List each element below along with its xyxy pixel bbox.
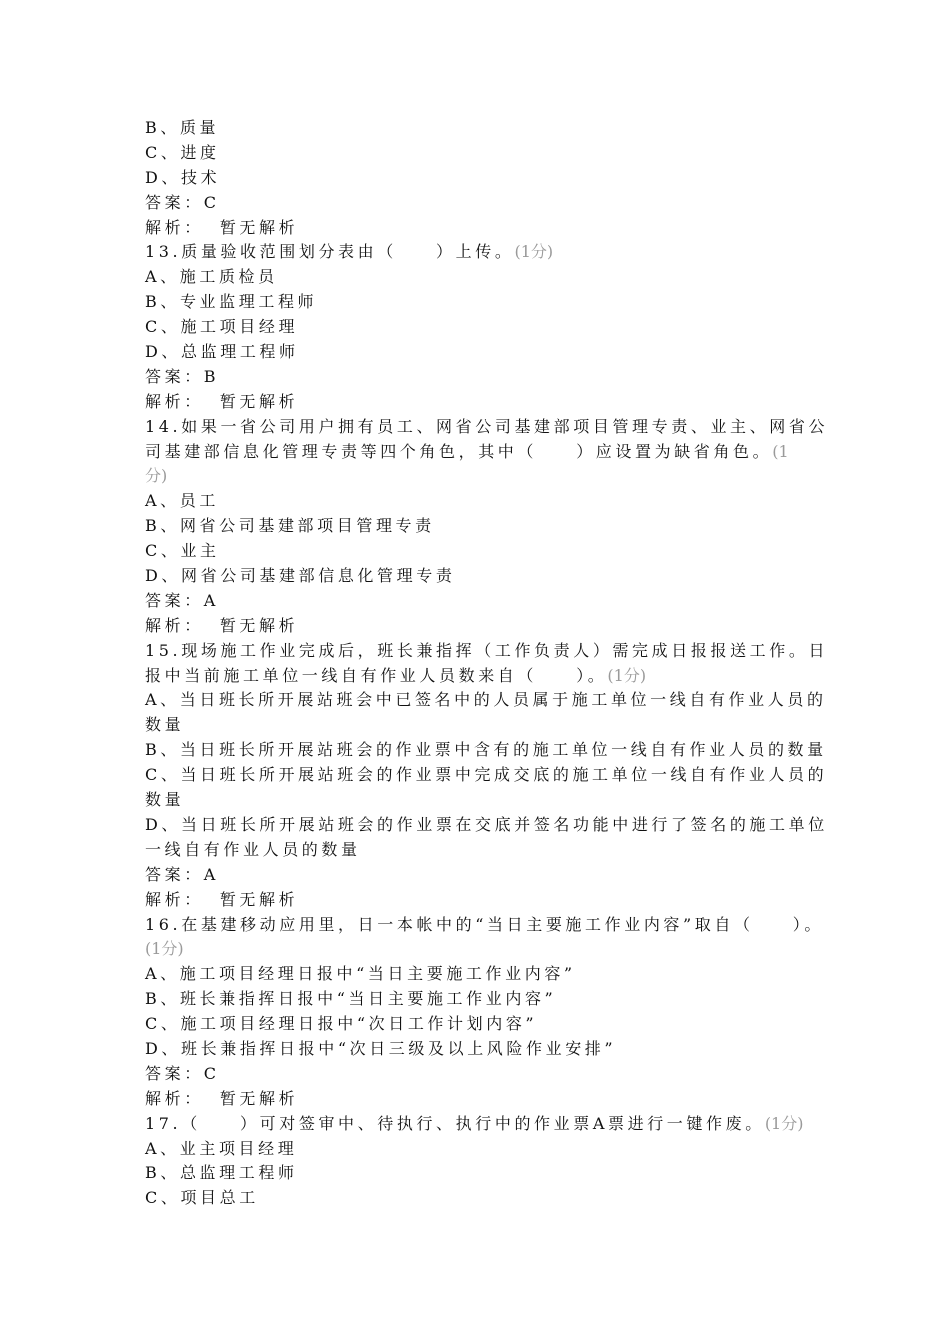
document-page — [145, 116, 829, 1211]
question-score: (1分) — [607, 665, 647, 685]
question-17-stem: 17.（ ）可对签审中、待执行、执行中的作业票A票进行一键作废。(1分) — [145, 1113, 804, 1133]
analysis-text: 暂无解析 — [219, 615, 299, 635]
analysis-text: 暂无解析 — [219, 391, 299, 411]
option-line: C、当日班长所开展站班会的作业票中完成交底的施工单位一线自有作业人员的 — [145, 765, 828, 785]
analysis-label: 解析： — [145, 217, 204, 237]
question-score: (1分) — [764, 1113, 804, 1133]
answer-line: 答案：C — [145, 192, 220, 212]
analysis-line — [145, 888, 825, 913]
option-line-cont: 数量 — [145, 790, 185, 810]
option-line: B、网省公司基建部项目管理专责 — [145, 516, 435, 536]
analysis-line — [145, 614, 825, 639]
option-line: A、施工质检员 — [145, 267, 278, 287]
option-line: D、当日班长所开展站班会的作业票在交底并签名功能中进行了签名的施工单位 — [145, 814, 828, 834]
option-line: A、当日班长所开展站班会中已签名中的人员属于施工单位一线自有作业人员的 — [145, 690, 827, 710]
analysis-label: 解析： — [145, 615, 204, 635]
option-line: A、员工 — [145, 491, 219, 511]
answer-line: 答案：C — [145, 1063, 220, 1083]
option-line: B、质量 — [145, 118, 220, 137]
option-line-cont: 一线自有作业人员的数量 — [145, 839, 361, 859]
option-line: C、业主 — [145, 541, 220, 561]
analysis-label: 解析： — [145, 391, 204, 411]
question-13-stem: 13.质量验收范围划分表由（ ）上传。(1分) — [145, 242, 554, 262]
answer-line: 答案：A — [145, 864, 219, 884]
analysis-line — [145, 390, 825, 415]
analysis-text: 暂无解析 — [219, 1088, 299, 1108]
option-line: D、技术 — [145, 167, 221, 187]
analysis-line — [145, 1087, 825, 1112]
option-line: B、班长兼指挥日报中“当日主要施工作业内容” — [145, 989, 557, 1009]
question-16-score: (1分) — [145, 939, 184, 959]
option-line: A、施工项目经理日报中“当日主要施工作业内容” — [145, 964, 576, 984]
analysis-label: 解析： — [145, 889, 204, 909]
option-line: D、班长兼指挥日报中“次日三级及以上风险作业安排” — [145, 1038, 617, 1058]
analysis-label: 解析： — [145, 1088, 204, 1108]
question-15-stem-line2: 报中当前施工单位一线自有作业人员数来自（ ）。(1分) — [145, 665, 647, 685]
option-line: A、业主项目经理 — [145, 1138, 298, 1158]
option-line: C、项目总工 — [145, 1188, 259, 1208]
question-16-stem: 16.在基建移动应用里，日一本帐中的“当日主要施工作业内容”取自（ ）。 — [145, 914, 825, 934]
option-line: C、施工项目经理 — [145, 317, 299, 337]
question-14-stem-line1: 14.如果一省公司用户拥有员工、网省公司基建部项目管理专责、业主、网省公 — [145, 416, 829, 436]
option-line: D、总监理工程师 — [145, 342, 299, 362]
analysis-text: 暂无解析 — [219, 889, 299, 909]
question-score: (1 — [772, 441, 789, 461]
question-15-stem-line1: 15.现场施工作业完成后，班长兼指挥（工作负责人）需完成日报报送工作。日 — [145, 640, 829, 660]
option-line: B、专业监理工程师 — [145, 292, 318, 312]
answer-line: 答案：B — [145, 366, 220, 386]
option-line-cont: 数量 — [145, 715, 185, 735]
question-14-stem-line2: 司基建部信息化管理专责等四个角色，其中（ ）应设置为缺省角色。(1 — [145, 441, 789, 461]
question-14-score-cont: 分) — [145, 466, 168, 486]
question-score: (1分) — [514, 242, 554, 262]
option-line: C、进度 — [145, 142, 220, 162]
analysis-line — [145, 216, 825, 241]
answer-line: 答案：A — [145, 590, 219, 610]
option-line: B、总监理工程师 — [145, 1163, 298, 1183]
option-line: B、当日班长所开展站班会的作业票中含有的施工单位一线自有作业人员的数量 — [145, 740, 827, 760]
analysis-text: 暂无解析 — [219, 217, 299, 237]
option-line: C、施工项目经理日报中“次日工作计划内容” — [145, 1014, 538, 1034]
option-line: D、网省公司基建部信息化管理专责 — [145, 566, 456, 586]
